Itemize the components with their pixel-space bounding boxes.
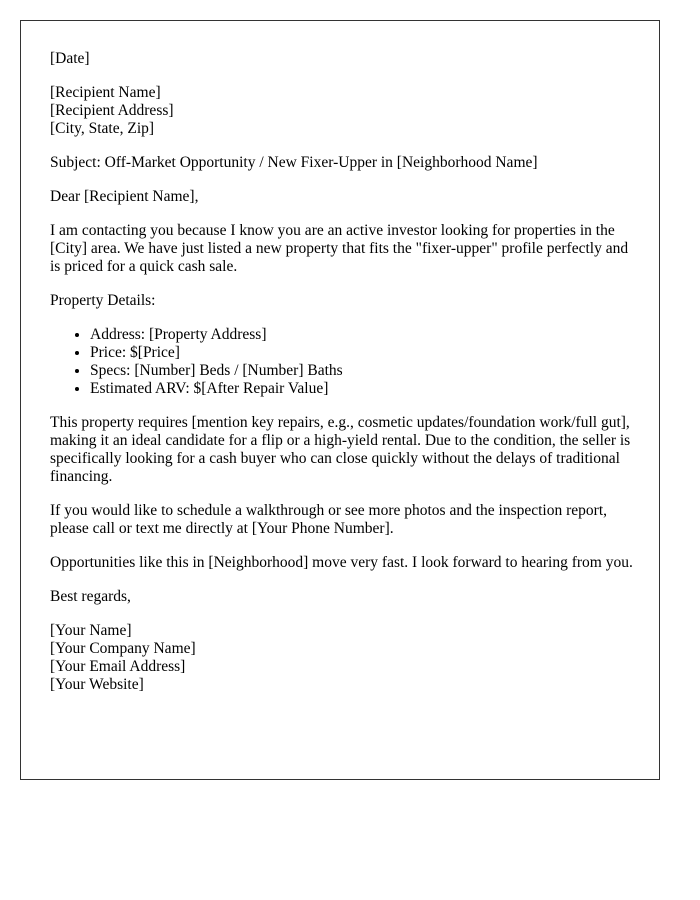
date-block: [50, 50, 640, 68]
sender-company: [Your Company Name]: [50, 640, 196, 657]
signoff: Best regards,: [50, 588, 131, 605]
letter-date: [Date]: [50, 50, 90, 67]
recipient-address: [Recipient Address]: [50, 102, 174, 119]
sender-email: [Your Email Address]: [50, 658, 186, 675]
recipient-name: [Recipient Name]: [50, 84, 161, 101]
sender-website: [Your Website]: [50, 676, 144, 693]
detail-arv: • Estimated ARV: $[After Repair Value]: [90, 380, 640, 398]
property-details-list: [50, 326, 640, 398]
detail-address: • Address: [Property Address]: [90, 326, 640, 344]
detail-specs: • Specs: [Number] Beds / [Number] Baths: [90, 362, 640, 380]
contact-paragraph: If you would like to schedule a walkthrough or see more photos and the inspection report, please call or text me directly at [Your Phone Number].: [50, 502, 608, 537]
detail-price: • Price: $[Price]: [90, 344, 640, 362]
details-heading: Property Details:: [50, 292, 156, 309]
salutation: Dear [Recipient Name],: [50, 188, 199, 205]
intro-paragraph: I am contacting you because I know you are an active investor looking for properties in the [City] area. We have just listed a new property that fits the "fixer-upper" profile perfectly and is priced for a quick cash sale.: [50, 222, 629, 275]
repairs-paragraph: This property requires [mention key repairs, e.g., cosmetic updates/foundation work/full gut], making it an ideal candidate for a flip or a high-yield rental. Due to the condition, the seller is specifically looking for a cash buyer who can close quickly without the delays of traditional financing.: [50, 414, 631, 485]
closing-paragraph: Opportunities like this in [Neighborhood] move very fast. I look forward to hearing from you.: [50, 554, 633, 571]
sender-block: [50, 622, 640, 694]
letter-body: [50, 50, 640, 710]
recipient-city-state-zip: [City, State, Zip]: [50, 120, 155, 137]
letter-page: [20, 20, 660, 780]
sender-name: [Your Name]: [50, 622, 132, 639]
recipient-block: [50, 84, 640, 138]
subject-line: Subject: Off-Market Opportunity / New Fixer-Upper in [Neighborhood Name]: [50, 154, 538, 171]
